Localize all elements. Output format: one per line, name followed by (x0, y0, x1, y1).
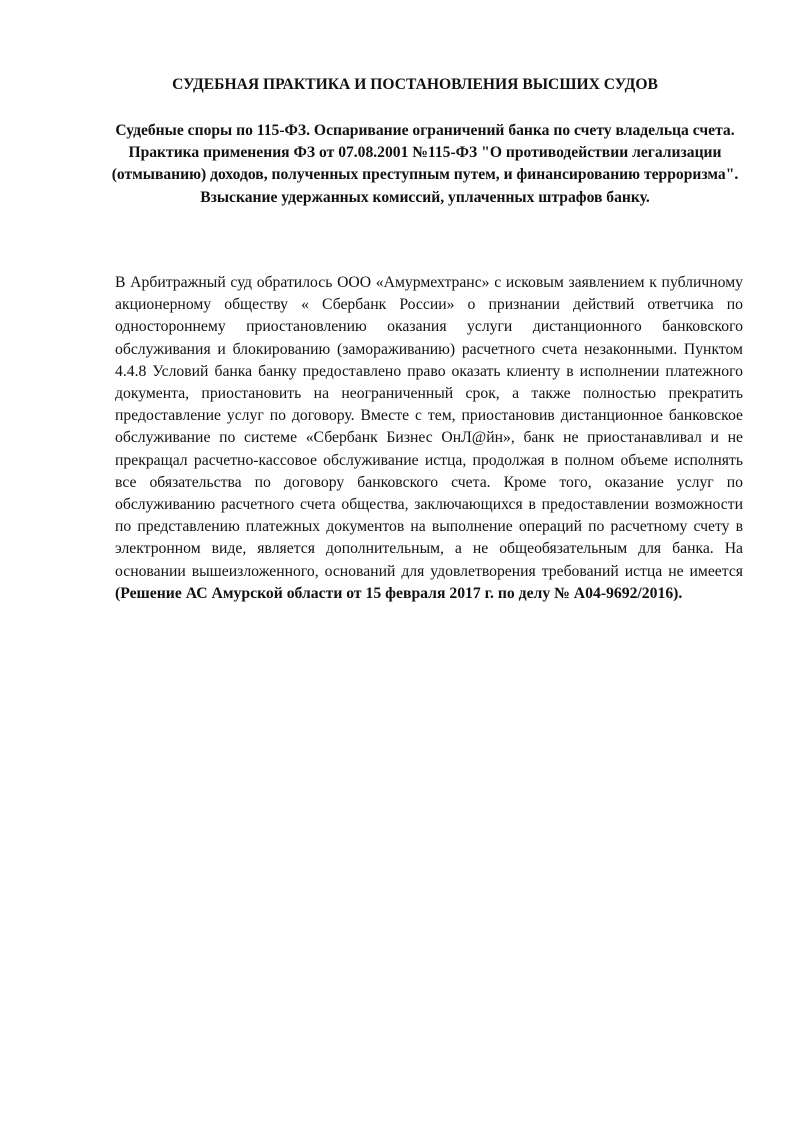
court-citation: (Решение АС Амурской области от 15 февраля 2017 г. по делу № А04-9692/2016). (115, 584, 683, 602)
page-title: СУДЕБНАЯ ПРАКТИКА И ПОСТАНОВЛЕНИЯ ВЫСШИХ СУДОВ (172, 76, 658, 93)
document-subtitle: Судебные споры по 115-ФЗ. Оспаривание ограничений банка по счету владельца счета. Практика применения ФЗ от 07.08.2001 №115-ФЗ "О противодействии легализации (отмыванию) доходов, полученных преступным путем, и финансированию терроризма". Взыскание удержанных комиссий, уплаченных штрафов банку. (111, 122, 739, 206)
body-paragraph (115, 272, 743, 605)
body-text: В Арбитражный суд обратилось ООО «Амурмехтранс» с исковым заявлением к публичному акционерному обществу « Сбербанк России» о признании действий ответчика по одностороннему приостановлению оказания услуги дистанционного банковского обслуживания и блокированию (замораживанию) расчетного счета незаконными. Пунктом 4.4.8 Условий банка банку предоставлено право оказать клиенту в исполнении платежного документа, приостановить на неограниченный срок, а также полностью прекратить предоставление услуг по договору. Вместе с тем, приостановив дистанционное банковское обслуживание по системе «Сбербанк Бизнес ОнЛ@йн», банк не приостанавливал и не прекращал расчетно-кассовое обслуживание истца, продолжая в полном объеме исполнять все обязательства по договору банковского счета. Кроме того, оказание услуг по обслуживанию расчетного счета общества, заключающихся в предоставлении возможности по представлению платежных документов на выполнение операций по расчетному счету в электронном виде, является дополнительным, а не общеобязательным для банка. На основании вышеизложенного, оснований для удовлетворения требований истца не имеется (115, 274, 743, 580)
